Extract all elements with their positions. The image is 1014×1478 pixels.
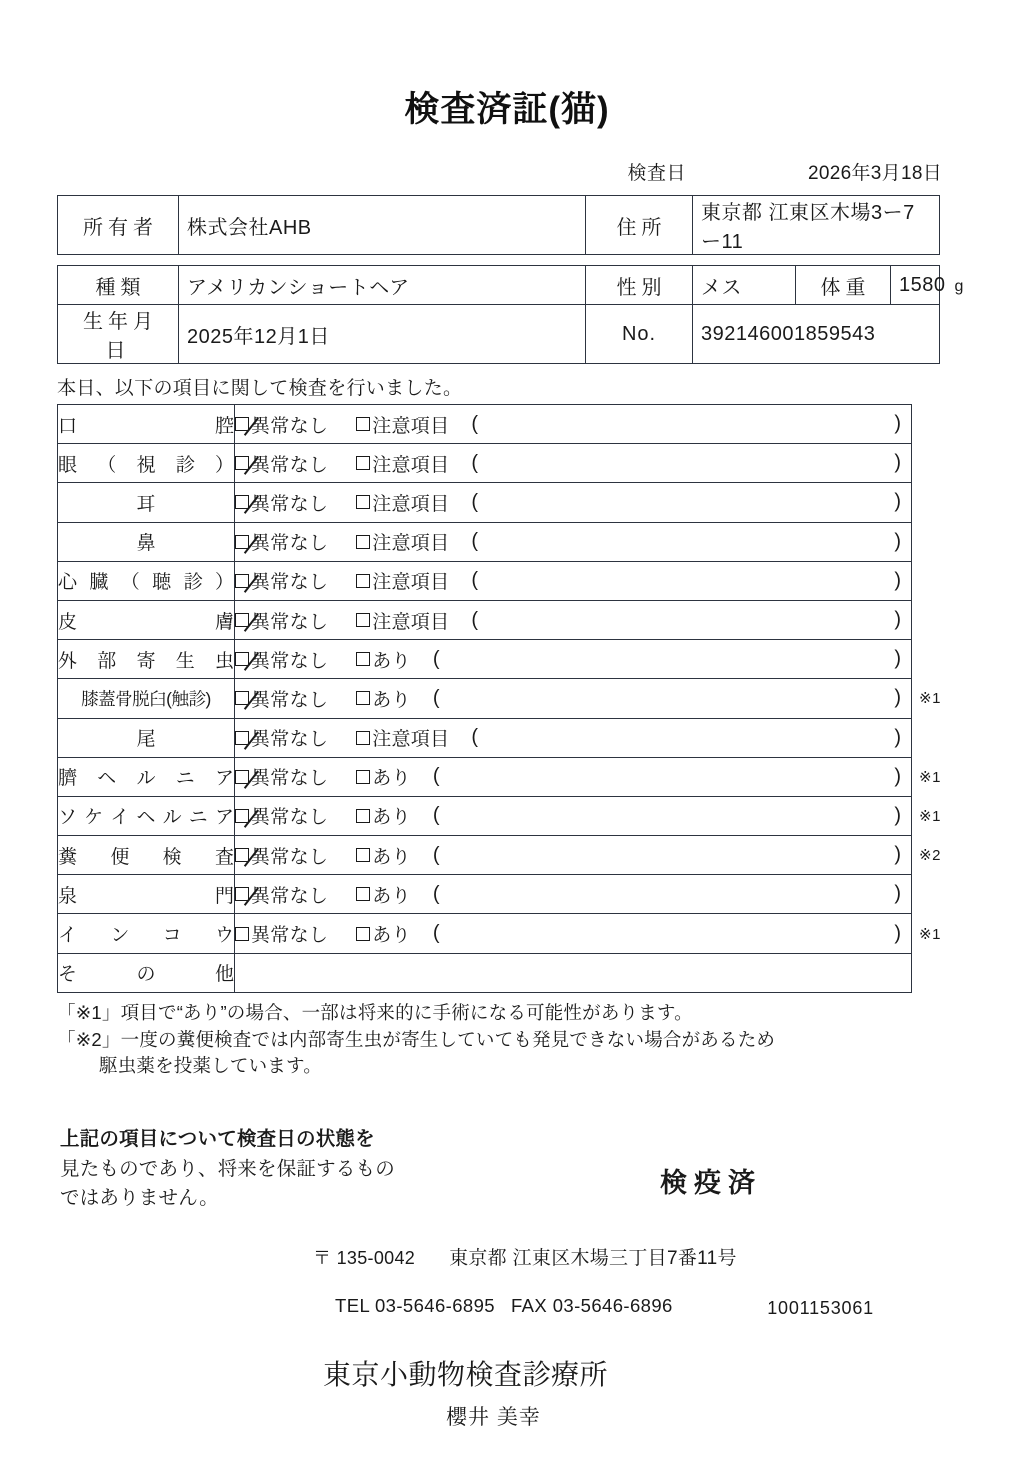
checklist-item-label <box>58 718 235 757</box>
remarks-paren-close: ) <box>894 686 901 709</box>
remarks-paren-close: ) <box>894 804 901 827</box>
remarks-paren-open: ( <box>471 530 479 553</box>
quarantine-seal: 検疫済 <box>660 1168 762 1199</box>
checkbox-label: 異常なし <box>251 533 329 555</box>
label-char: （ <box>97 454 117 476</box>
remarks-paren-open: ( <box>471 490 479 513</box>
checkbox-option-abnormal[interactable] <box>356 489 449 516</box>
checklist-row <box>58 836 912 875</box>
checkbox-option-abnormal[interactable] <box>356 450 449 477</box>
checkbox-option-abnormal[interactable] <box>356 567 449 594</box>
footnote-marker: ※1 <box>919 807 941 825</box>
microchip-no-label: No. <box>586 305 693 364</box>
checklist-options <box>235 724 911 751</box>
label-char: 虫 <box>214 650 234 672</box>
label-char: ヘ <box>97 768 117 790</box>
disclaimer-line-1: 上記の項目について検査日の状態を <box>60 1128 375 1151</box>
birthdate-label: 生年月日 <box>58 305 179 364</box>
label-char: （ <box>120 572 140 594</box>
checkbox-label: 異常なし <box>251 572 329 594</box>
checkbox-option-abnormal[interactable] <box>356 685 411 712</box>
checklist-row <box>58 953 912 992</box>
checked-checkbox-icon[interactable] <box>235 691 249 705</box>
table-gap <box>57 255 940 265</box>
checkbox-option-normal[interactable] <box>235 646 328 673</box>
checklist-options <box>235 528 911 555</box>
clinic-fax: FAX 03-5646-6896 <box>511 1295 673 1316</box>
weight-cell <box>891 266 964 305</box>
checkbox-icon[interactable] <box>235 927 249 941</box>
checkbox-label: 異常なし <box>251 454 329 476</box>
checklist-item-name: 膝蓋骨脱臼(触診) <box>81 688 211 709</box>
label-char: 便 <box>110 846 130 868</box>
remarks-paren-open: ( <box>432 647 440 670</box>
checkbox-label: あり <box>372 925 411 947</box>
checkbox-label: あり <box>372 807 411 829</box>
label-char: ア <box>214 807 234 829</box>
checkbox-icon[interactable] <box>356 691 370 705</box>
checkbox-label: 異常なし <box>251 611 329 633</box>
checklist-options <box>235 411 911 438</box>
checkbox-label: あり <box>372 768 411 790</box>
checklist-row <box>58 444 912 483</box>
checkbox-option-abnormal[interactable] <box>356 528 449 555</box>
checked-checkbox-icon[interactable] <box>235 417 249 431</box>
remarks-paren-close: ) <box>894 922 901 945</box>
disclaimer-line-3: ではありません。 <box>60 1186 219 1209</box>
checkbox-label: 異常なし <box>251 493 329 515</box>
checklist-options <box>235 489 911 516</box>
checked-checkbox-icon[interactable] <box>235 770 249 784</box>
checkbox-option-abnormal[interactable] <box>356 881 411 908</box>
checklist-item-name <box>58 959 234 986</box>
checkbox-option-abnormal[interactable] <box>356 646 411 673</box>
checklist-item-name <box>58 450 234 477</box>
checklist-row <box>58 600 912 639</box>
breed-value: アメリカンショートヘア <box>179 266 586 305</box>
checkbox-option-abnormal[interactable] <box>356 607 449 634</box>
label-char: 門 <box>214 885 234 907</box>
checklist-row <box>58 757 912 796</box>
checked-checkbox-icon[interactable] <box>235 574 249 588</box>
checkbox-label: 異常なし <box>251 650 329 672</box>
checkbox-option-normal[interactable] <box>235 724 328 751</box>
label-char: そ <box>58 964 78 986</box>
checked-checkbox-icon[interactable] <box>235 535 249 549</box>
clinic-contact-line <box>313 1295 1014 1317</box>
checklist-item-name <box>58 607 234 634</box>
footnote-2-line2: 駆虫薬を投薬しています。 <box>99 1055 322 1077</box>
disclaimer-line-2: 見たものであり、将来を保証するもの <box>60 1157 395 1180</box>
remarks-paren-close: ) <box>894 490 901 513</box>
owner-table <box>57 195 940 255</box>
label-char: ニ <box>175 768 195 790</box>
checkbox-option-normal[interactable] <box>235 881 328 908</box>
remarks-paren-open: ( <box>471 726 479 749</box>
animal-table <box>57 265 964 364</box>
checklist-options-cell <box>235 444 912 483</box>
breed-row <box>58 266 940 305</box>
label-char: ニ <box>188 807 208 829</box>
intro-sentence: 本日、以下の項目に関して検査を行いました。 <box>57 378 463 399</box>
checkbox-icon[interactable] <box>356 652 370 666</box>
checklist-options <box>235 450 911 477</box>
checklist-item-label <box>58 796 235 835</box>
checkbox-label: 注意項目 <box>372 454 450 476</box>
checkbox-label: あり <box>372 846 411 868</box>
remarks-paren-close: ) <box>894 647 901 670</box>
clinic-name: 東京小動物検査診療所 <box>323 1359 609 1390</box>
checked-checkbox-icon[interactable] <box>235 848 249 862</box>
remarks-paren-open: ( <box>432 922 440 945</box>
label-char: 心 <box>58 572 78 594</box>
remarks-paren-open: ( <box>471 412 479 435</box>
checklist-item-name <box>58 881 234 908</box>
checkbox-option-abnormal[interactable] <box>356 724 449 751</box>
label-char: コ <box>162 925 182 947</box>
checklist-item-name <box>58 763 234 790</box>
checklist-row <box>58 640 912 679</box>
veterinarian-name: 櫻井 美幸 <box>446 1406 541 1429</box>
remarks-paren-close: ) <box>894 412 901 435</box>
owner-label: 所有者 <box>58 196 179 255</box>
label-char: ソ <box>58 807 78 829</box>
footnote-2-line1: 「※2」一度の糞便検査では内部寄生虫が寄生していても発見できない場合があるため <box>57 1028 776 1050</box>
checkbox-option-normal[interactable] <box>235 685 328 712</box>
clinic-address: 東京都 江東区木場三丁目7番11号 <box>449 1248 737 1269</box>
address-label: 住所 <box>586 196 693 255</box>
remarks-paren-close: ) <box>894 530 901 553</box>
checkbox-label: 注意項目 <box>372 533 450 555</box>
label-char: ） <box>214 454 234 476</box>
checkbox-icon[interactable] <box>356 495 370 509</box>
checklist-options-cell <box>235 600 912 639</box>
checkbox-option-normal[interactable] <box>235 489 328 516</box>
checklist-row <box>58 796 912 835</box>
checklist-item-label <box>58 914 235 953</box>
remarks-paren-close: ) <box>894 882 901 905</box>
label-char: 他 <box>214 964 234 986</box>
label-char: 視 <box>136 454 156 476</box>
checklist-options-cell <box>235 796 912 835</box>
owner-value: 株式会社AHB <box>179 196 586 255</box>
checkbox-option-normal[interactable] <box>235 842 328 869</box>
checkbox-option-normal[interactable] <box>235 528 328 555</box>
checklist-item-name <box>58 802 234 829</box>
label-char: の <box>136 964 156 986</box>
checklist-options <box>235 802 911 829</box>
remarks-paren-open: ( <box>432 804 440 827</box>
checkbox-icon[interactable] <box>356 887 370 901</box>
checklist-item-name: 耳 <box>136 493 156 515</box>
owner-row <box>58 196 940 255</box>
clinic-address-line <box>313 1243 1014 1270</box>
checklist-row <box>58 405 912 444</box>
remarks-paren-close: ) <box>894 726 901 749</box>
checklist-options-cell <box>235 836 912 875</box>
remarks-paren-close: ) <box>894 569 901 592</box>
checkbox-label: 異常なし <box>251 768 329 790</box>
checkbox-label: 異常なし <box>251 689 329 711</box>
checklist-options-cell <box>235 483 912 522</box>
checkbox-label: 注意項目 <box>372 572 450 594</box>
checkbox-option-normal[interactable] <box>235 411 328 438</box>
checklist-item-label <box>58 444 235 483</box>
checklist-options-cell <box>235 914 912 953</box>
remarks-paren-open: ( <box>432 686 440 709</box>
label-char: ル <box>162 807 182 829</box>
checklist-item-label <box>58 483 235 522</box>
checklist-options <box>235 842 911 869</box>
footnotes <box>57 1000 1014 1080</box>
checkbox-icon[interactable] <box>356 417 370 431</box>
label-char: 眼 <box>58 454 78 476</box>
remarks-paren-close: ) <box>894 765 901 788</box>
label-char: 口 <box>58 415 78 437</box>
remarks-paren-open: ( <box>432 882 440 905</box>
checklist-options-cell <box>235 757 912 796</box>
checklist-item-label <box>58 953 235 992</box>
sex-value: メス <box>693 266 796 305</box>
checkbox-icon[interactable] <box>356 731 370 745</box>
microchip-no-value: 392146001859543 <box>693 305 940 364</box>
label-char: 寄 <box>136 650 156 672</box>
statement-block <box>60 1125 1014 1213</box>
checkbox-option-normal[interactable] <box>235 763 328 790</box>
label-char: 外 <box>58 650 78 672</box>
exam-date-label: 検査日 <box>627 163 687 184</box>
checklist-options-cell <box>235 718 912 757</box>
weight-label: 体重 <box>796 266 891 305</box>
checked-checkbox-icon[interactable] <box>235 887 249 901</box>
checkbox-option-abnormal[interactable] <box>356 763 411 790</box>
checklist-item-label <box>58 679 235 718</box>
checklist-row <box>58 875 912 914</box>
footnote-marker: ※1 <box>919 768 941 786</box>
checklist-options-cell <box>235 522 912 561</box>
checked-checkbox-icon[interactable] <box>235 613 249 627</box>
clinic-block <box>0 1243 1014 1431</box>
label-char: 部 <box>97 650 117 672</box>
checklist-item-label <box>58 405 235 444</box>
checkbox-label: 注意項目 <box>372 729 450 751</box>
checklist-options <box>235 607 911 634</box>
sex-label: 性別 <box>586 266 693 305</box>
exam-date-row <box>0 158 1014 185</box>
checkbox-label: あり <box>372 885 411 907</box>
checklist-item-label <box>58 561 235 600</box>
checklist-row <box>58 522 912 561</box>
label-char: 皮 <box>58 611 78 633</box>
checkbox-option-normal[interactable] <box>235 802 328 829</box>
checkbox-label: 異常なし <box>251 807 329 829</box>
checkbox-option-normal[interactable] <box>235 607 328 634</box>
checkbox-option-abnormal[interactable] <box>356 802 411 829</box>
checkbox-option-normal[interactable] <box>235 920 328 947</box>
label-char: イ <box>110 807 130 829</box>
label-char: 糞 <box>58 846 78 868</box>
footnote-marker: ※2 <box>919 847 941 865</box>
label-char: イ <box>58 925 78 947</box>
label-char: 生 <box>175 650 195 672</box>
exam-date-value: 2026年3月18日 <box>808 163 942 184</box>
checklist-options <box>235 763 911 790</box>
checkbox-option-normal[interactable] <box>235 450 328 477</box>
checked-checkbox-icon[interactable] <box>235 731 249 745</box>
checkbox-label: 異常なし <box>251 885 329 907</box>
label-char: ウ <box>214 925 234 947</box>
label-char: ル <box>136 768 156 790</box>
footnote-1: 「※1」項目で“あり”の場合、一部は将来的に手術になる可能性があります。 <box>57 1001 693 1023</box>
clinic-zip: 〒 135-0042 <box>313 1248 416 1268</box>
footnote-marker: ※1 <box>919 690 941 708</box>
checked-checkbox-icon[interactable] <box>235 456 249 470</box>
footnote-marker: ※1 <box>919 925 941 943</box>
checkbox-icon[interactable] <box>356 574 370 588</box>
label-char: 診 <box>175 454 195 476</box>
checkbox-icon[interactable] <box>356 848 370 862</box>
checklist-item-label <box>58 836 235 875</box>
checklist-item-label <box>58 640 235 679</box>
checklist-item-label <box>58 757 235 796</box>
checklist-item-name: 尾 <box>136 729 156 751</box>
checklist-item-label <box>58 522 235 561</box>
checklist-table <box>57 404 912 993</box>
owner-info-section <box>57 195 964 364</box>
label-char: 膚 <box>214 611 234 633</box>
remarks-paren-open: ( <box>471 608 479 631</box>
checklist-body <box>58 405 912 993</box>
checkbox-option-abnormal[interactable] <box>356 411 449 438</box>
checklist-section <box>57 404 997 993</box>
label-char: 泉 <box>58 885 78 907</box>
label-char: ） <box>214 572 234 594</box>
label-char: 臓 <box>89 572 109 594</box>
breed-label: 種類 <box>58 266 179 305</box>
remarks-paren-open: ( <box>471 451 479 474</box>
birthdate-value: 2025年12月1日 <box>179 305 586 364</box>
checklist-row <box>58 914 912 953</box>
checkbox-label: 注意項目 <box>372 611 450 633</box>
checkbox-label: 異常なし <box>251 729 329 751</box>
checklist-options-cell <box>235 561 912 600</box>
checkbox-label: 注意項目 <box>372 415 450 437</box>
checkbox-icon[interactable] <box>356 770 370 784</box>
checkbox-option-abnormal[interactable] <box>356 842 411 869</box>
checklist-options <box>235 567 911 594</box>
checkbox-icon[interactable] <box>356 456 370 470</box>
checklist-options-cell <box>235 875 912 914</box>
weight-value: 1580 <box>899 273 946 296</box>
checklist-row <box>58 679 912 718</box>
checkbox-label: あり <box>372 689 411 711</box>
checklist-item-name <box>58 920 234 947</box>
label-char: ア <box>214 768 234 790</box>
serial-number: 1001153061 <box>767 1298 874 1318</box>
checkbox-option-abnormal[interactable] <box>356 920 411 947</box>
checkbox-label: 異常なし <box>251 846 329 868</box>
checkbox-label: 注意項目 <box>372 493 450 515</box>
label-char: 臍 <box>58 768 78 790</box>
label-char: ケ <box>84 807 104 829</box>
checkbox-icon[interactable] <box>356 927 370 941</box>
checklist-options <box>235 881 911 908</box>
remarks-paren-close: ) <box>894 843 901 866</box>
label-char: 査 <box>214 846 234 868</box>
checked-checkbox-icon[interactable] <box>235 809 249 823</box>
checklist-item-name <box>58 842 234 869</box>
checkbox-label: あり <box>372 650 411 672</box>
checklist-row <box>58 483 912 522</box>
checklist-options <box>235 920 911 947</box>
checklist-options-cell <box>235 640 912 679</box>
checklist-item-name <box>58 646 234 673</box>
checklist-options-cell <box>235 953 912 992</box>
checklist-item-name <box>58 567 234 594</box>
checklist-row <box>58 561 912 600</box>
checklist-row <box>58 718 912 757</box>
checklist-item-label <box>58 875 235 914</box>
checked-checkbox-icon[interactable] <box>235 652 249 666</box>
label-char: 診 <box>183 572 203 594</box>
remarks-paren-open: ( <box>432 843 440 866</box>
checklist-item-name: 鼻 <box>136 533 156 555</box>
checklist-item-name <box>58 411 234 438</box>
checked-checkbox-icon[interactable] <box>235 495 249 509</box>
disclaimer-statement <box>60 1125 480 1213</box>
checklist-options <box>235 685 911 712</box>
checkbox-icon[interactable] <box>356 809 370 823</box>
clinic-tel: TEL 03-5646-6895 <box>335 1295 495 1316</box>
checklist-options-cell <box>235 405 912 444</box>
checkbox-icon[interactable] <box>356 535 370 549</box>
checkbox-label: 異常なし <box>251 925 329 947</box>
label-char: ン <box>110 925 130 947</box>
label-char: 検 <box>162 846 182 868</box>
remarks-paren-open: ( <box>432 765 440 788</box>
checkbox-label: 異常なし <box>251 415 329 437</box>
remarks-paren-open: ( <box>471 569 479 592</box>
checkbox-option-normal[interactable] <box>235 567 328 594</box>
label-char: ヘ <box>136 807 156 829</box>
page-title: 検査済証(猫) <box>404 90 610 129</box>
label-char: 腔 <box>214 415 234 437</box>
checkbox-icon[interactable] <box>356 613 370 627</box>
remarks-paren-close: ) <box>894 451 901 474</box>
remarks-paren-close: ) <box>894 608 901 631</box>
checklist-options-cell <box>235 679 912 718</box>
label-char: 聴 <box>152 572 172 594</box>
birthdate-row <box>58 305 940 364</box>
weight-unit: g <box>954 277 964 295</box>
checklist-options <box>235 646 911 673</box>
checklist-item-label <box>58 600 235 639</box>
address-value: 東京都 江東区木場3ー7ー11 <box>693 196 940 255</box>
